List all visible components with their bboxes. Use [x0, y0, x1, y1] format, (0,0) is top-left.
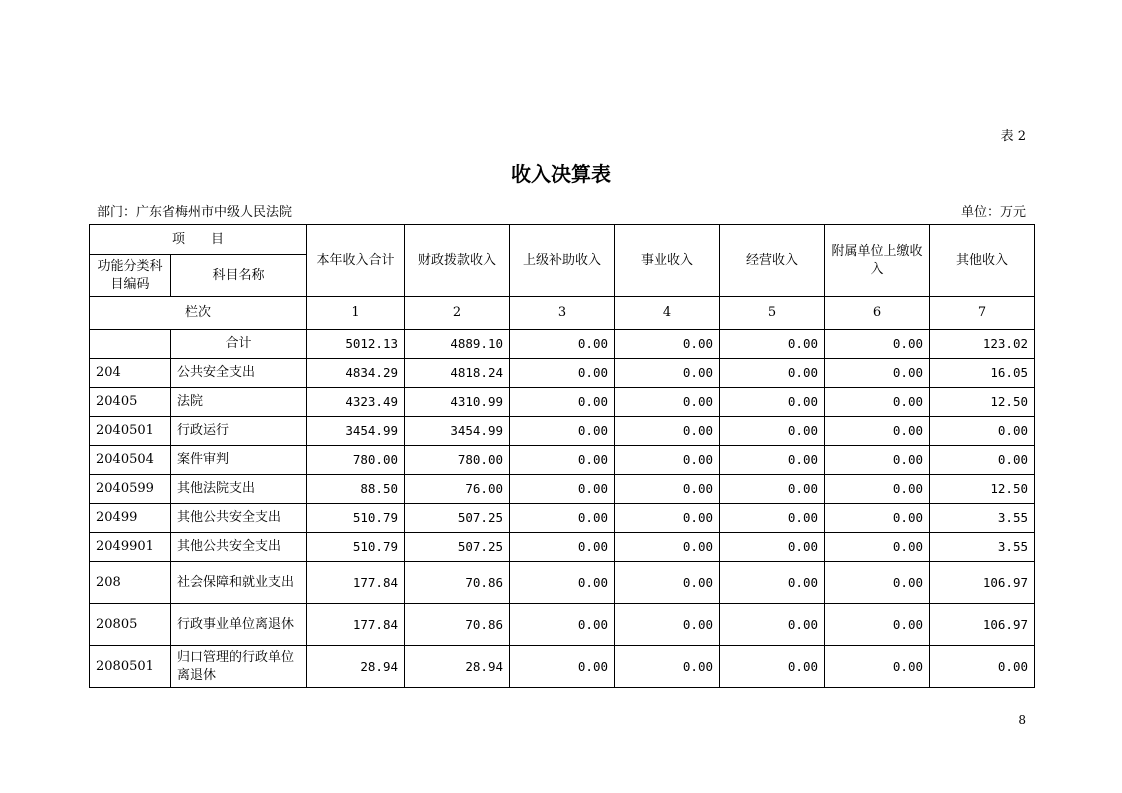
row-code: 2040501 [90, 417, 171, 446]
row-value: 88.50 [307, 475, 405, 504]
row-value: 507.25 [405, 504, 510, 533]
row-value: 12.50 [930, 388, 1035, 417]
row-value: 780.00 [307, 446, 405, 475]
row-value: 0.00 [930, 417, 1035, 446]
row-name: 社会保障和就业支出 [171, 562, 307, 604]
row-value: 70.86 [405, 562, 510, 604]
row-value: 0.00 [720, 359, 825, 388]
row-value: 3454.99 [307, 417, 405, 446]
row-value: 16.05 [930, 359, 1035, 388]
row-value: 0.00 [720, 562, 825, 604]
header-col-1: 本年收入合计 [307, 225, 405, 297]
row-value: 70.86 [405, 604, 510, 646]
row-name: 行政运行 [171, 417, 307, 446]
row-code: 2040599 [90, 475, 171, 504]
row-value: 4834.29 [307, 359, 405, 388]
unit-label: 单位：万元 [960, 205, 1026, 220]
row-value: 0.00 [720, 417, 825, 446]
total-value: 4889.10 [405, 330, 510, 359]
row-value: 510.79 [307, 504, 405, 533]
row-value: 0.00 [720, 533, 825, 562]
table-row [90, 533, 1035, 562]
row-value: 0.00 [615, 446, 720, 475]
header-col-6: 附属单位上缴收入 [825, 225, 930, 297]
row-value: 0.00 [825, 446, 930, 475]
row-code: 2080501 [90, 646, 171, 688]
table-row [90, 604, 1035, 646]
col-index: 2 [405, 297, 510, 330]
row-value: 4323.49 [307, 388, 405, 417]
table-row [90, 359, 1035, 388]
col-index: 4 [615, 297, 720, 330]
table-row [90, 504, 1035, 533]
row-value: 0.00 [615, 388, 720, 417]
row-value: 507.25 [405, 533, 510, 562]
row-value: 0.00 [510, 446, 615, 475]
row-value: 0.00 [720, 475, 825, 504]
row-value: 4310.99 [405, 388, 510, 417]
row-value: 4818.24 [405, 359, 510, 388]
col-index: 1 [307, 297, 405, 330]
row-value: 0.00 [825, 533, 930, 562]
total-value: 123.02 [930, 330, 1035, 359]
col-index: 5 [720, 297, 825, 330]
row-value: 106.97 [930, 562, 1035, 604]
table-row [90, 562, 1035, 604]
total-value: 0.00 [825, 330, 930, 359]
row-value: 0.00 [615, 562, 720, 604]
row-value: 0.00 [930, 446, 1035, 475]
table-row [90, 475, 1035, 504]
total-value: 0.00 [510, 330, 615, 359]
row-name: 归口管理的行政单位离退休 [171, 646, 307, 688]
row-name: 公共安全支出 [171, 359, 307, 388]
row-value: 0.00 [615, 475, 720, 504]
row-value: 3454.99 [405, 417, 510, 446]
header-project: 项 目 [90, 225, 307, 255]
row-value: 0.00 [720, 388, 825, 417]
row-code: 204 [90, 359, 171, 388]
table-row [90, 417, 1035, 446]
total-value: 0.00 [615, 330, 720, 359]
total-code [90, 330, 171, 359]
row-name: 其他法院支出 [171, 475, 307, 504]
row-value: 0.00 [615, 417, 720, 446]
row-value: 0.00 [615, 604, 720, 646]
income-table [89, 224, 1035, 688]
row-value: 0.00 [720, 646, 825, 688]
header-col-2: 财政拨款收入 [405, 225, 510, 297]
row-value: 0.00 [615, 646, 720, 688]
row-value: 510.79 [307, 533, 405, 562]
col-index: 7 [930, 297, 1035, 330]
row-value: 0.00 [720, 504, 825, 533]
total-value: 0.00 [720, 330, 825, 359]
row-value: 76.00 [405, 475, 510, 504]
row-value: 0.00 [510, 475, 615, 504]
row-value: 0.00 [510, 646, 615, 688]
header-col-5: 经营收入 [720, 225, 825, 297]
total-row [90, 330, 1035, 359]
header-code: 功能分类科目编码 [90, 255, 171, 297]
row-name: 法院 [171, 388, 307, 417]
row-value: 3.55 [930, 504, 1035, 533]
row-value: 0.00 [510, 417, 615, 446]
col-index: 6 [825, 297, 930, 330]
row-value: 0.00 [615, 359, 720, 388]
page-title: 收入决算表 [511, 162, 611, 186]
row-name: 其他公共安全支出 [171, 533, 307, 562]
row-value: 780.00 [405, 446, 510, 475]
row-code: 20805 [90, 604, 171, 646]
row-value: 12.50 [930, 475, 1035, 504]
row-value: 0.00 [825, 646, 930, 688]
row-value: 0.00 [615, 533, 720, 562]
row-value: 0.00 [510, 533, 615, 562]
col-index: 3 [510, 297, 615, 330]
row-value: 0.00 [825, 504, 930, 533]
row-code: 2040504 [90, 446, 171, 475]
row-code: 20405 [90, 388, 171, 417]
header-col-3: 上级补助收入 [510, 225, 615, 297]
row-value: 0.00 [510, 504, 615, 533]
row-value: 177.84 [307, 562, 405, 604]
row-value: 0.00 [510, 604, 615, 646]
row-name: 其他公共安全支出 [171, 504, 307, 533]
row-code: 2049901 [90, 533, 171, 562]
row-value: 0.00 [510, 562, 615, 604]
row-value: 3.55 [930, 533, 1035, 562]
table-row [90, 388, 1035, 417]
row-value: 0.00 [825, 417, 930, 446]
header-name: 科目名称 [171, 255, 307, 297]
header-col-7: 其他收入 [930, 225, 1035, 297]
row-value: 0.00 [825, 604, 930, 646]
row-name: 案件审判 [171, 446, 307, 475]
row-code: 20499 [90, 504, 171, 533]
page-number: 8 [1018, 713, 1026, 727]
row-value: 106.97 [930, 604, 1035, 646]
total-label: 合计 [171, 330, 307, 359]
header-col-4: 事业收入 [615, 225, 720, 297]
table-row [90, 446, 1035, 475]
row-value: 0.00 [510, 359, 615, 388]
row-value: 28.94 [307, 646, 405, 688]
row-value: 0.00 [825, 359, 930, 388]
col-index-label: 栏次 [90, 297, 307, 330]
row-value: 0.00 [825, 388, 930, 417]
row-value: 0.00 [825, 475, 930, 504]
row-value: 0.00 [720, 446, 825, 475]
row-value: 177.84 [307, 604, 405, 646]
row-value: 0.00 [825, 562, 930, 604]
row-value: 0.00 [720, 604, 825, 646]
row-value: 0.00 [930, 646, 1035, 688]
row-value: 0.00 [615, 504, 720, 533]
department-label: 部门：广东省梅州市中级人民法院 [97, 205, 293, 220]
table-row [90, 646, 1035, 688]
total-value: 5012.13 [307, 330, 405, 359]
row-value: 0.00 [510, 388, 615, 417]
row-value: 28.94 [405, 646, 510, 688]
table-number: 表 2 [1000, 129, 1026, 144]
row-code: 208 [90, 562, 171, 604]
row-name: 行政事业单位离退休 [171, 604, 307, 646]
